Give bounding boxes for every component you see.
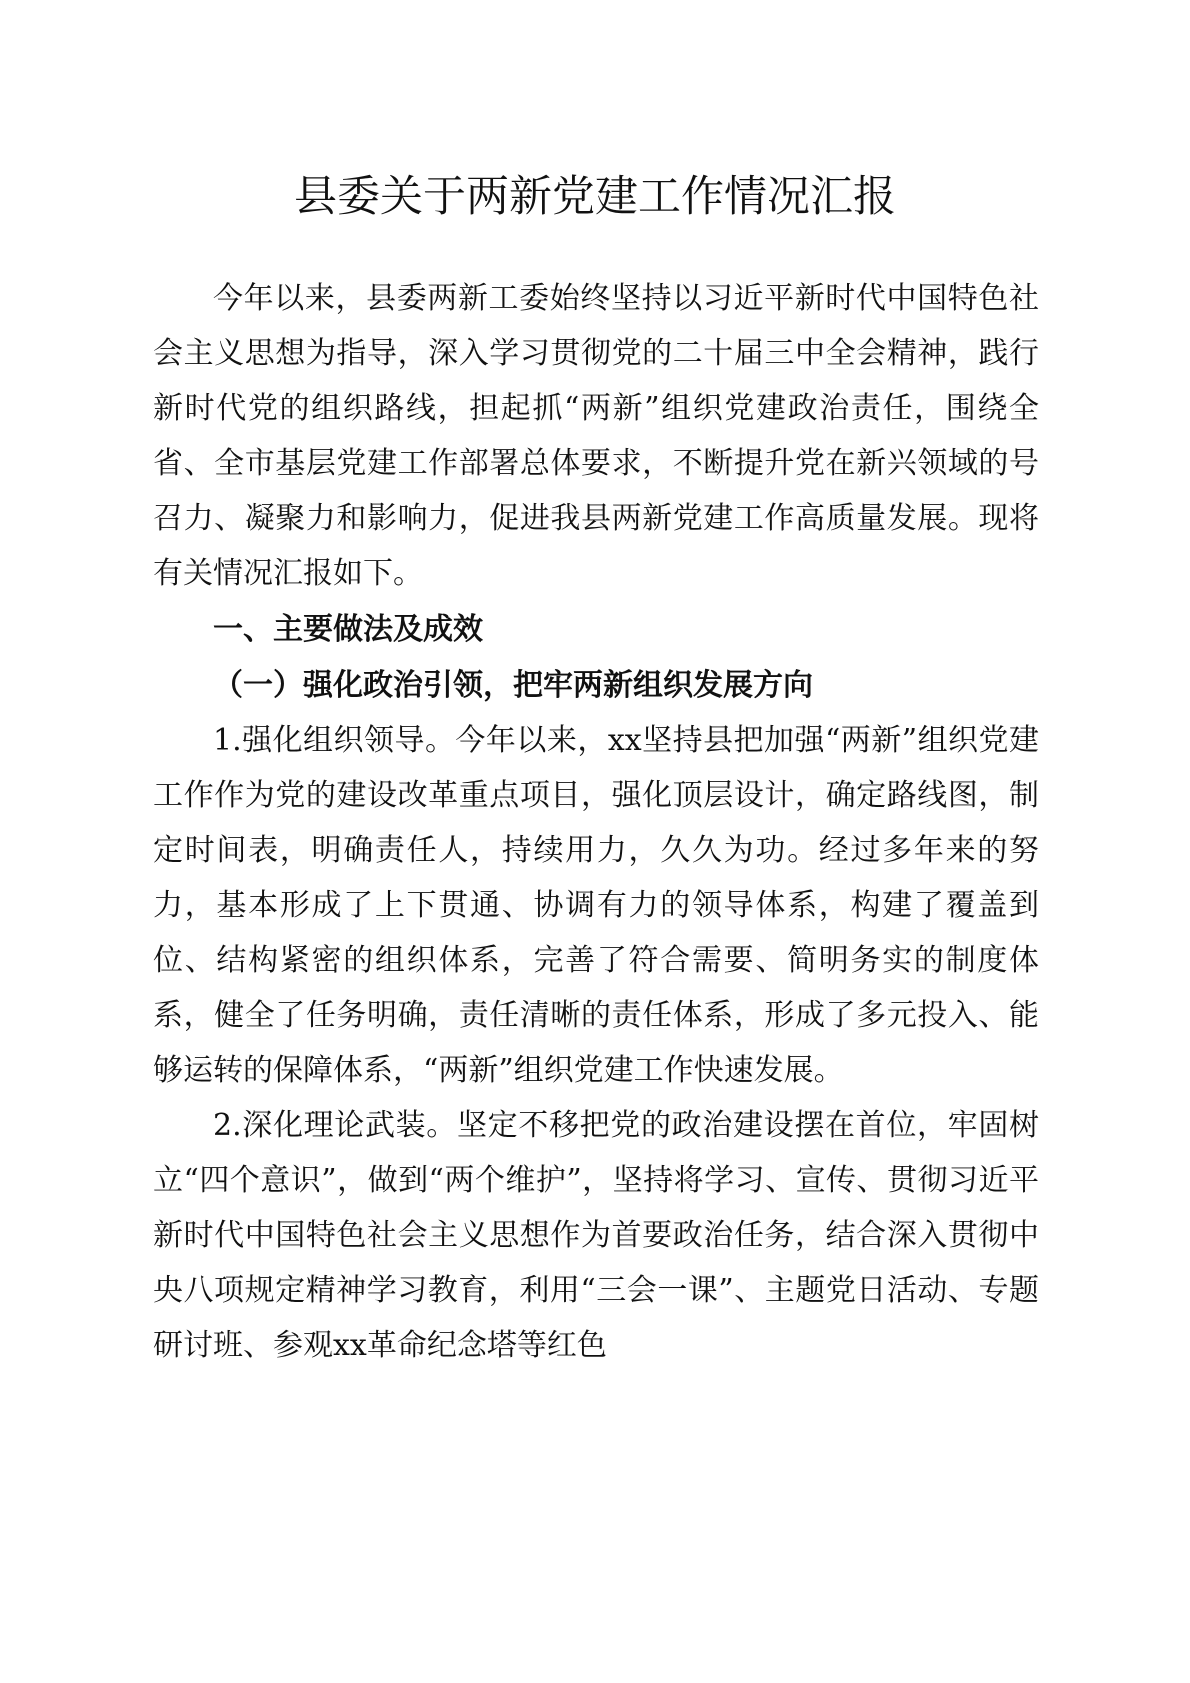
document-title: 县委关于两新党建工作情况汇报 xyxy=(294,172,896,222)
subsection-heading: （一）强化政治引领，把牢两新组织发展方向 xyxy=(213,668,813,703)
document-body xyxy=(153,271,1039,1373)
section-heading: 一、主要做法及成效 xyxy=(213,612,483,647)
intro-paragraph: 今年以来，县委两新工委始终坚持以习近平新时代中国特色社会主义思想为指导，深入学习贯彻党的二十届三中全会精神，践行新时代党的组织路线，担起抓“两新”组织党建政治责任，围绕全省、全市基层党建工作部署总体要求，不断提升党在新兴领域的号召力、凝聚力和影响力，促进我县两新党建工作高质量发展。现将有关情况汇报如下。 xyxy=(153,281,1039,591)
body-paragraph-1: 1.强化组织领导。今年以来，xx坚持县把加强“两新”组织党建工作作为党的建设改革重点项目，强化顶层设计，确定路线图，制定时间表，明确责任人，持续用力，久久为功。经过多年来的努力，基本形成了上下贯通、协调有力的领导体系，构建了覆盖到位、结构紧密的组织体系，完善了符合需要、简明务实的制度体系，健全了任务明确，责任清晰的责任体系，形成了多元投入、能够运转的保障体系，“两新”组织党建工作快速发展。 xyxy=(153,723,1039,1088)
body-paragraph-2: 2.深化理论武装。坚定不移把党的政治建设摆在首位，牢固树立“四个意识”，做到“两个维护”，坚持将学习、宣传、贯彻习近平新时代中国特色社会主义思想作为首要政治任务，结合深入贯彻中央八项规定精神学习教育，利用“三会一课”、主题党日活动、专题研讨班、参观xx革命纪念塔等红色 xyxy=(153,1108,1039,1363)
